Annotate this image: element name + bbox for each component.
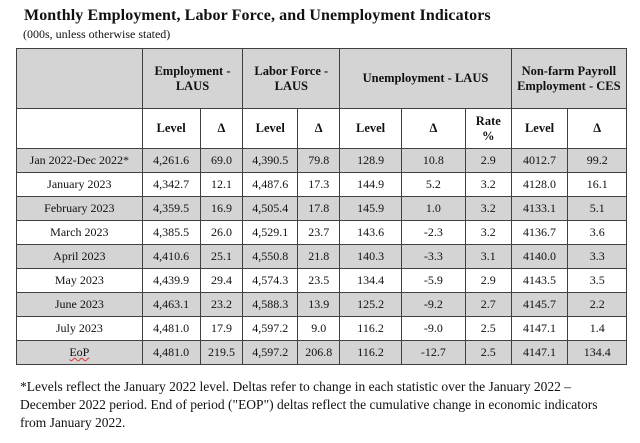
value-cell: -2.3 bbox=[401, 221, 465, 245]
column-header: Δ bbox=[298, 109, 340, 149]
sub-header-row bbox=[17, 109, 627, 149]
value-cell: 4,529.1 bbox=[243, 221, 298, 245]
value-cell: 23.2 bbox=[200, 293, 243, 317]
value-cell: -12.7 bbox=[401, 341, 465, 365]
value-cell: 116.2 bbox=[340, 317, 402, 341]
table-row bbox=[17, 149, 627, 173]
value-cell: -9.0 bbox=[401, 317, 465, 341]
value-cell: 2.9 bbox=[465, 149, 511, 173]
value-cell: 13.9 bbox=[298, 293, 340, 317]
value-cell: 79.8 bbox=[298, 149, 340, 173]
value-cell: -9.2 bbox=[401, 293, 465, 317]
value-cell: 4012.7 bbox=[511, 149, 568, 173]
row-label bbox=[17, 293, 143, 317]
table-row bbox=[17, 293, 627, 317]
row-label-text: May 2023 bbox=[54, 273, 104, 287]
value-cell: 4147.1 bbox=[511, 317, 568, 341]
value-cell: 140.3 bbox=[340, 245, 402, 269]
value-cell: 17.8 bbox=[298, 197, 340, 221]
value-cell: 16.1 bbox=[568, 173, 627, 197]
value-cell: 4,588.3 bbox=[243, 293, 298, 317]
value-cell: 3.2 bbox=[465, 221, 511, 245]
column-group-header: Labor Force - LAUS bbox=[243, 49, 340, 109]
value-cell: 4,487.6 bbox=[243, 173, 298, 197]
value-cell: 2.5 bbox=[465, 317, 511, 341]
row-label-text: Jan 2022-Dec 2022* bbox=[29, 153, 129, 167]
value-cell: 21.8 bbox=[298, 245, 340, 269]
value-cell: 4143.5 bbox=[511, 269, 568, 293]
value-cell: 2.2 bbox=[568, 293, 627, 317]
column-header: Level bbox=[340, 109, 402, 149]
row-label bbox=[17, 173, 143, 197]
value-cell: 1.4 bbox=[568, 317, 627, 341]
row-label bbox=[17, 317, 143, 341]
table-body bbox=[17, 149, 627, 365]
row-label bbox=[17, 245, 143, 269]
value-cell: 5.2 bbox=[401, 173, 465, 197]
value-cell: 23.7 bbox=[298, 221, 340, 245]
value-cell: 4,463.1 bbox=[142, 293, 200, 317]
row-label-text: March 2023 bbox=[50, 225, 109, 239]
column-header: Δ bbox=[568, 109, 627, 149]
table-row bbox=[17, 221, 627, 245]
value-cell: 10.8 bbox=[401, 149, 465, 173]
value-cell: 4145.7 bbox=[511, 293, 568, 317]
value-cell: 2.9 bbox=[465, 269, 511, 293]
indicators-table bbox=[16, 48, 627, 365]
value-cell: -3.3 bbox=[401, 245, 465, 269]
value-cell: 206.8 bbox=[298, 341, 340, 365]
table-row bbox=[17, 269, 627, 293]
group-header-row bbox=[17, 49, 627, 109]
row-label-text: EoP bbox=[69, 345, 90, 359]
value-cell: 26.0 bbox=[200, 221, 243, 245]
value-cell: -5.9 bbox=[401, 269, 465, 293]
value-cell: 23.5 bbox=[298, 269, 340, 293]
value-cell: 144.9 bbox=[340, 173, 402, 197]
column-header: Level bbox=[511, 109, 568, 149]
value-cell: 3.2 bbox=[465, 197, 511, 221]
column-header: Level bbox=[243, 109, 298, 149]
page-title: Monthly Employment, Labor Force, and Unemployment Indicators bbox=[24, 7, 491, 24]
value-cell: 4,390.5 bbox=[243, 149, 298, 173]
table-row bbox=[17, 173, 627, 197]
row-label bbox=[17, 269, 143, 293]
page-subtitle: (000s, unless otherwise stated) bbox=[23, 27, 171, 41]
value-cell: 128.9 bbox=[340, 149, 402, 173]
value-cell: 134.4 bbox=[340, 269, 402, 293]
value-cell: 4,481.0 bbox=[142, 317, 200, 341]
column-header: Δ bbox=[200, 109, 243, 149]
row-label bbox=[17, 221, 143, 245]
value-cell: 12.1 bbox=[200, 173, 243, 197]
value-cell: 25.1 bbox=[200, 245, 243, 269]
row-label bbox=[17, 149, 143, 173]
value-cell: 16.9 bbox=[200, 197, 243, 221]
value-cell: 69.0 bbox=[200, 149, 243, 173]
value-cell: 3.6 bbox=[568, 221, 627, 245]
row-label-text: February 2023 bbox=[44, 201, 115, 215]
column-header: Δ bbox=[401, 109, 465, 149]
value-cell: 99.2 bbox=[568, 149, 627, 173]
value-cell: 4,410.6 bbox=[142, 245, 200, 269]
value-cell: 116.2 bbox=[340, 341, 402, 365]
value-cell: 4,261.6 bbox=[142, 149, 200, 173]
value-cell: 4140.0 bbox=[511, 245, 568, 269]
value-cell: 4,359.5 bbox=[142, 197, 200, 221]
value-cell: 3.2 bbox=[465, 173, 511, 197]
corner-cell bbox=[17, 49, 143, 109]
footnote: *Levels reflect the January 2022 level. Deltas refer to change in each statistic over the January 2022 – December 2022 period. End of period ("EOP") deltas reflect the cumulative change in economic indicators from January 2022. bbox=[20, 379, 598, 430]
value-cell: 4,574.3 bbox=[243, 269, 298, 293]
row-label bbox=[17, 197, 143, 221]
value-cell: 3.1 bbox=[465, 245, 511, 269]
value-cell: 3.5 bbox=[568, 269, 627, 293]
row-label-text: January 2023 bbox=[47, 177, 112, 191]
table-row bbox=[17, 245, 627, 269]
value-cell: 4147.1 bbox=[511, 341, 568, 365]
value-cell: 4,385.5 bbox=[142, 221, 200, 245]
value-cell: 2.7 bbox=[465, 293, 511, 317]
value-cell: 4,439.9 bbox=[142, 269, 200, 293]
column-group-header: Unemployment - LAUS bbox=[340, 49, 511, 109]
value-cell: 143.6 bbox=[340, 221, 402, 245]
row-label-text: July 2023 bbox=[55, 321, 103, 335]
value-cell: 4,597.2 bbox=[243, 317, 298, 341]
value-cell: 145.9 bbox=[340, 197, 402, 221]
table-row bbox=[17, 341, 627, 365]
value-cell: 4133.1 bbox=[511, 197, 568, 221]
table-header bbox=[17, 49, 627, 149]
row-label bbox=[17, 341, 143, 365]
value-cell: 17.9 bbox=[200, 317, 243, 341]
table-row bbox=[17, 317, 627, 341]
row-label-text: April 2023 bbox=[53, 249, 106, 263]
column-group-header: Employment - LAUS bbox=[142, 49, 243, 109]
value-cell: 4,342.7 bbox=[142, 173, 200, 197]
column-header: Rate % bbox=[465, 109, 511, 149]
value-cell: 4,597.2 bbox=[243, 341, 298, 365]
value-cell: 4,481.0 bbox=[142, 341, 200, 365]
value-cell: 17.3 bbox=[298, 173, 340, 197]
value-cell: 29.4 bbox=[200, 269, 243, 293]
stub-header-cell bbox=[17, 109, 143, 149]
value-cell: 1.0 bbox=[401, 197, 465, 221]
value-cell: 4136.7 bbox=[511, 221, 568, 245]
value-cell: 4,550.8 bbox=[243, 245, 298, 269]
value-cell: 5.1 bbox=[568, 197, 627, 221]
value-cell: 4128.0 bbox=[511, 173, 568, 197]
value-cell: 4,505.4 bbox=[243, 197, 298, 221]
value-cell: 134.4 bbox=[568, 341, 627, 365]
value-cell: 2.5 bbox=[465, 341, 511, 365]
row-label-text: June 2023 bbox=[54, 297, 104, 311]
table-row bbox=[17, 197, 627, 221]
value-cell: 3.3 bbox=[568, 245, 627, 269]
value-cell: 9.0 bbox=[298, 317, 340, 341]
column-header: Level bbox=[142, 109, 200, 149]
value-cell: 219.5 bbox=[200, 341, 243, 365]
value-cell: 125.2 bbox=[340, 293, 402, 317]
column-group-header: Non-farm Payroll Employment - CES bbox=[511, 49, 626, 109]
